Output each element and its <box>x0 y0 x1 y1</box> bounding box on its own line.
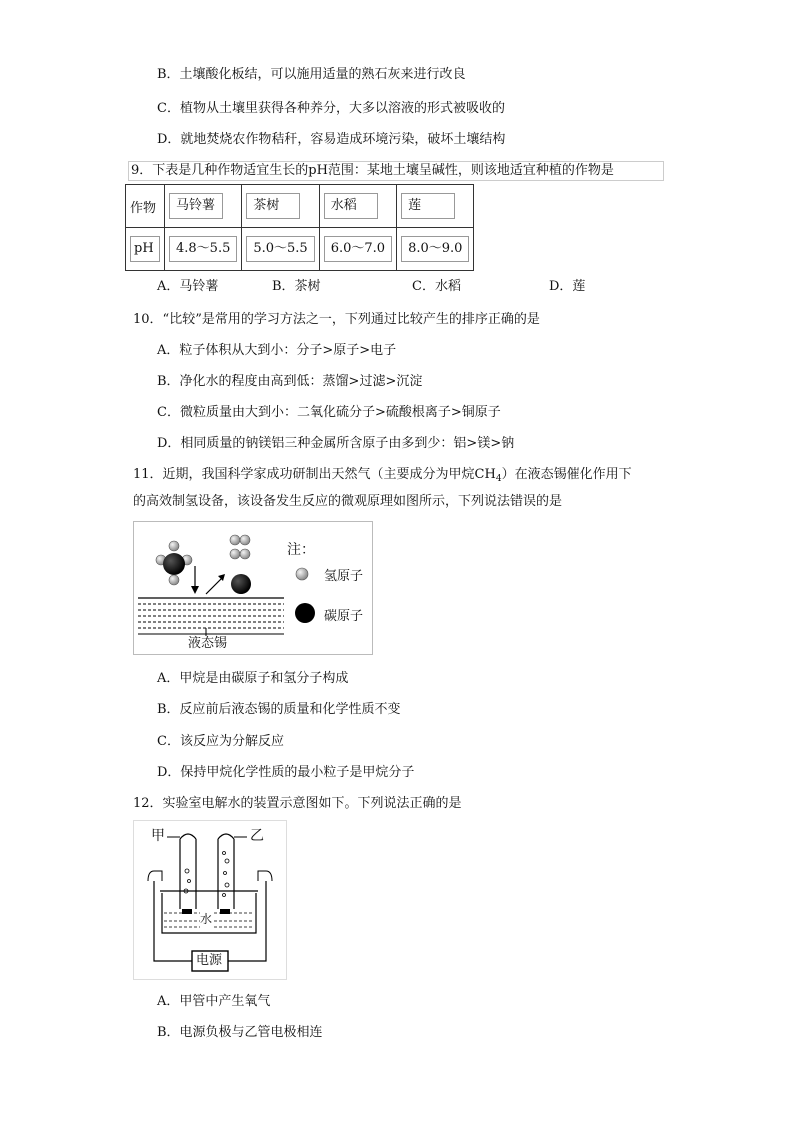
electrolysis-figure <box>133 820 287 980</box>
q10-option-d: D．相同质量的钠镁铝三种金属所含原子由多到少：铝>镁>钠 <box>157 436 515 451</box>
table-cell <box>397 185 474 228</box>
table-header-tea: 茶树 <box>246 193 300 219</box>
q10-option-b: B．净化水的程度由高到低：蒸馏>过滤>沉淀 <box>157 374 423 389</box>
ph-table <box>125 184 474 271</box>
power-source-label: 电源 <box>196 953 223 968</box>
q9-stem: 9．下表是几种作物适宜生长的pH范围：某地土壤呈碱性，则该地适宜种植的作物是 <box>128 161 664 181</box>
table-header-rice: 水稻 <box>324 193 378 219</box>
q11-stem-text: 11．近期，我国科学家成功研制出天然气（主要成分为甲烷CH <box>133 467 496 482</box>
q12-option-b: B．电源负极与乙管电极相连 <box>157 1025 323 1040</box>
q11-option-d: D．保持甲烷化学性质的最小粒子是甲烷分子 <box>157 765 415 780</box>
q10-option-c: C．微粒质量由大到小：二氧化硫分子>硫酸根离子>铜原子 <box>157 405 501 420</box>
q11-stem-line1 <box>133 466 632 488</box>
q9-option-d: D．莲 <box>549 279 586 294</box>
table-cell <box>165 185 242 228</box>
q11-stem-line2: 的高效制氢设备，该设备发生反应的微观原理如图所示，下列说法错误的是 <box>133 494 563 509</box>
table-ph-rice: 6.0～7.0 <box>324 236 392 262</box>
table-cell <box>242 185 319 228</box>
table-header-potato: 马铃薯 <box>169 193 223 219</box>
legend-carbon-icon <box>295 603 315 623</box>
table-ph-tea: 5.0～5.5 <box>246 236 314 262</box>
q9-option-a: A．马铃薯 <box>157 279 219 294</box>
q8-option-b: B．土壤酸化板结，可以施用适量的熟石灰来进行改良 <box>157 67 466 82</box>
legend-carbon-label: 碳原子 <box>324 609 364 624</box>
q8-option-c: C．植物从土壤里获得各种养分，大多以溶液的形式被吸收的 <box>157 101 505 116</box>
q9-option-c: C．水稻 <box>412 279 461 294</box>
tube-right-label: 乙 <box>250 828 264 844</box>
q11-option-c: C．该反应为分解反应 <box>157 734 284 749</box>
methane-figure <box>133 521 373 655</box>
methane-molecule <box>156 541 192 585</box>
q12-stem: 12．实验室电解水的装置示意图如下。下列说法正确的是 <box>133 796 462 811</box>
table-cell <box>126 228 165 271</box>
hydrogen-molecules <box>230 535 250 559</box>
table-ph-label: pH <box>130 236 160 262</box>
table-row <box>126 228 474 271</box>
table-cell <box>242 228 319 271</box>
q10-stem: 10．“比较”是常用的学习方法之一，下列通过比较产生的排序正确的是 <box>133 312 540 327</box>
table-ph-lotus: 8.0～9.0 <box>401 236 469 262</box>
q11-option-a: A．甲烷是由碳原子和氢分子构成 <box>157 671 349 686</box>
table-header-lotus: 莲 <box>401 193 455 219</box>
table-header-crop: 作物 <box>130 200 157 216</box>
q11-option-b: B．反应前后液态锡的质量和化学性质不变 <box>157 702 401 717</box>
figure-note: 注： <box>287 542 315 558</box>
q11-stem-end: ）在液态锡催化作用下 <box>501 467 632 482</box>
q12-option-a: A．甲管中产生氧气 <box>157 994 271 1009</box>
legend-hydrogen-icon <box>296 568 308 580</box>
methane-diagram <box>134 522 372 654</box>
water-label: 水 <box>200 912 213 926</box>
table-ph-potato: 4.8～5.5 <box>169 236 237 262</box>
q11-subscript: 4 <box>495 474 502 484</box>
tube-left-label: 甲 <box>151 828 165 844</box>
q9-option-b: B．茶树 <box>272 279 321 294</box>
liquid-tin-label: 液态锡 <box>188 636 228 651</box>
q10-option-a: A．粒子体积从大到小：分子>原子>电子 <box>157 343 397 358</box>
table-cell <box>165 228 242 271</box>
carbon-atom <box>231 574 251 594</box>
q8-option-d: D．就地焚烧农作物秸秆，容易造成环境污染，破坏土壤结构 <box>157 132 506 147</box>
table-row <box>126 185 474 228</box>
table-cell <box>126 185 165 228</box>
table-cell <box>397 228 474 271</box>
table-cell <box>319 228 396 271</box>
table-cell <box>319 185 396 228</box>
legend-hydrogen-label: 氢原子 <box>324 569 364 584</box>
